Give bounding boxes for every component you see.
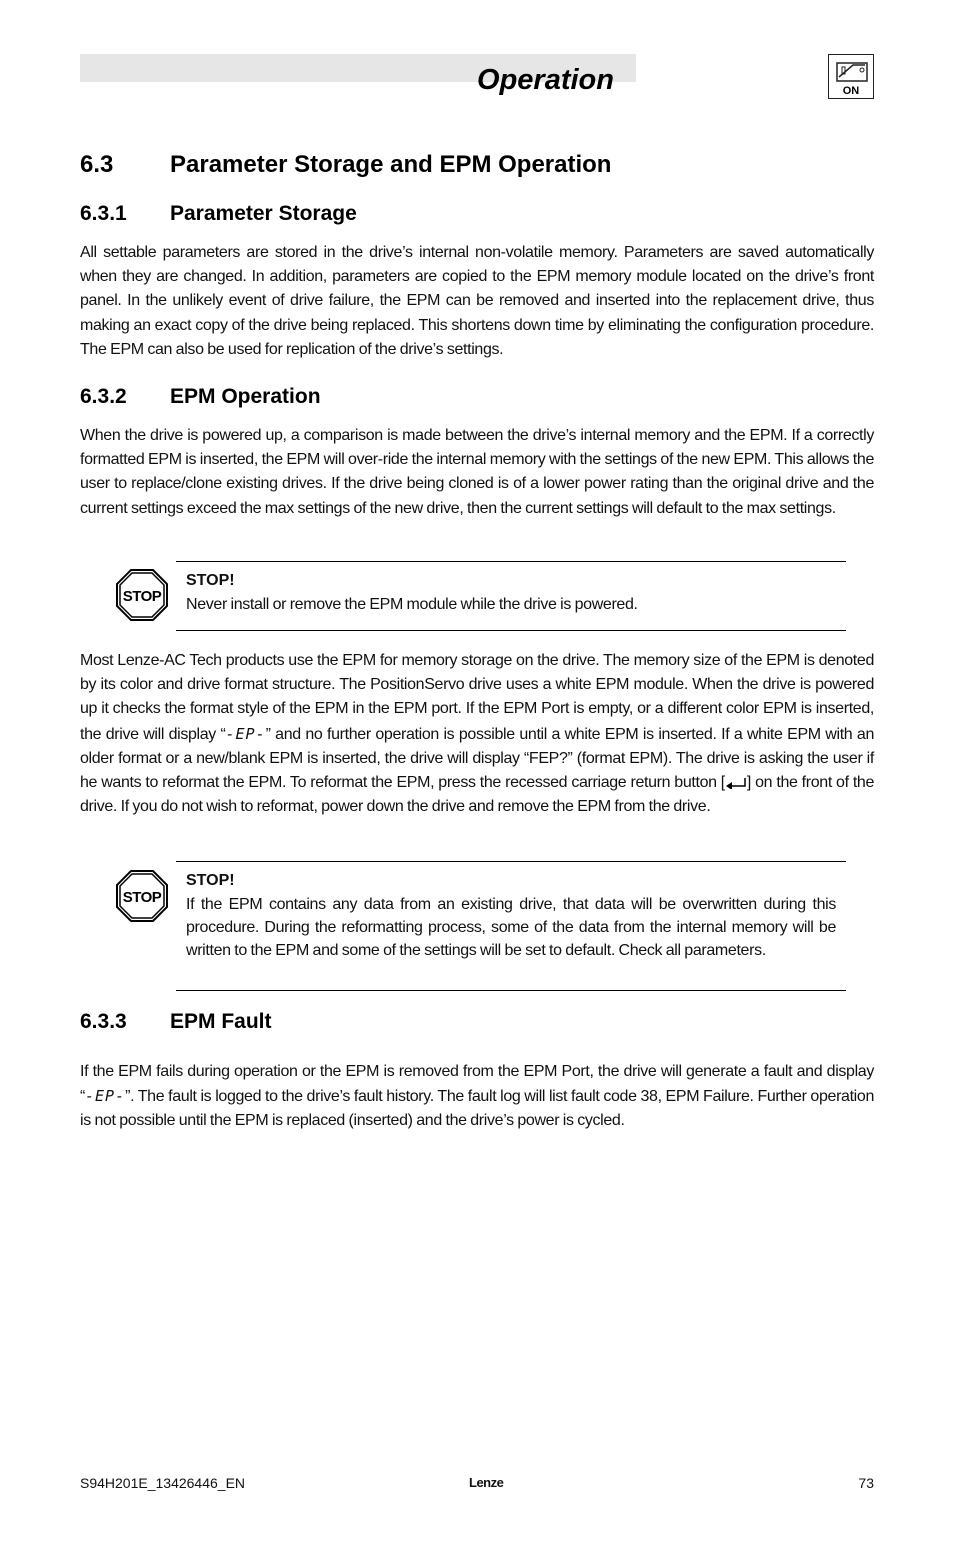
subsection-number: 6.3.3 (80, 1010, 127, 1033)
stop-heading: STOP! (186, 572, 235, 589)
epm-format-text-2: ” and no further operation is possible until a white EPM is inserted. If a white EPM with an older format or a new/blank EPM is inserted, the drive will display “FEP?” (format EPM). The drive is asking the user if he wants to reformat the EPM. To reformat the EPM, press the recessed carriage return button [ (80, 725, 874, 792)
display-readout: -EP- (84, 1087, 126, 1106)
stop-warning-box (176, 861, 846, 991)
power-on-icon (828, 54, 874, 99)
section-heading (80, 150, 611, 180)
epm-fault-text-1: If the EPM fails during operation or the EPM is removed from the EPM Port, the drive will generate a fault and display “ (80, 1063, 874, 1106)
subsection-title: EPM Operation (170, 385, 321, 408)
section-title: Parameter Storage and EPM Operation (170, 151, 612, 178)
display-readout: -EP- (225, 724, 266, 743)
epm-format-paragraph (80, 649, 874, 819)
stop-sign-icon (116, 870, 168, 922)
subsection-heading-epm-fault (80, 1008, 272, 1036)
epm-fault-text-2: ”. The fault is logged to the drive’s fault history. The fault log will list fault code 38, EPM Failure. Further operation is not possible until the EPM is replaced (inserted) and the drive’s power is cycled. (80, 1088, 874, 1130)
epm-operation-paragraph: When the drive is powered up, a comparison is made between the drive’s internal memory and the EPM. If a correctly formatted EPM is inserted, the EPM will over-ride the internal memory with the settings of the new EPM. This allows the user to replace/clone existing drives. If the drive being cloned is of a lower power rating than the original drive and the current settings exceed the max settings of the new drive, then the current settings will default to the max settings. (80, 427, 874, 517)
chapter-title: Operation (477, 64, 614, 96)
subsection-number: 6.3.1 (80, 202, 127, 225)
carriage-return-icon (725, 777, 747, 789)
subsection-title: EPM Fault (170, 1010, 272, 1033)
stop-heading: STOP! (186, 872, 235, 889)
epm-format-text-1: Most Lenze-AC Tech products use the EPM for memory storage on the drive. The memory size of the EPM is denoted by its color and drive format structure. The PositionServo drive uses a white EPM module. When the drive is powered up it checks the format style of the EPM in the EPM port. If the EPM Port is empty, or a different color EPM is inserted, the drive will display “ (80, 652, 874, 743)
stop-text: Never install or remove the EPM module while the drive is powered. (186, 596, 638, 613)
footer-brand: Lenze (469, 1475, 504, 1490)
epm-format-text-3: ] on the front of the drive. If you do not wish to reformat, power down the drive and remove the EPM from the drive. (80, 774, 875, 816)
stop-warning-box (176, 561, 846, 631)
subsection-heading-parameter-storage (80, 200, 357, 228)
footer-doc-id: S94H201E_13426446_EN (80, 1475, 246, 1491)
stop-icon-label: STOP (122, 588, 162, 605)
subsection-number: 6.3.2 (80, 385, 127, 408)
section-number: 6.3 (80, 151, 114, 178)
stop-sign-icon (116, 569, 168, 621)
stop-text: If the EPM contains any data from an existing drive, that data will be overwritten during this procedure. During the reformatting process, some of the data from the internal memory will be written to the EPM and some of the settings will be set to default. Check all parameters. (186, 896, 836, 960)
stop-icon-label: STOP (122, 889, 162, 906)
page-number: 73 (858, 1475, 874, 1491)
on-label: ON (842, 85, 860, 97)
parameter-storage-paragraph: All settable parameters are stored in the drive’s internal non-volatile memory. Parameters are saved automatically when they are changed. In addition, parameters are copied to the EPM memory module located on the drive’s front panel. In the unlikely event of drive failure, the EPM can be removed and inserted into the replacement drive, thus making an exact copy of the drive being replaced. This shortens down time by eliminating the configuration procedure. The EPM can also be used for replication of the drive’s settings. (80, 244, 874, 358)
subsection-title: Parameter Storage (170, 202, 357, 225)
subsection-heading-epm-operation (80, 383, 321, 411)
epm-fault-paragraph (80, 1060, 874, 1134)
